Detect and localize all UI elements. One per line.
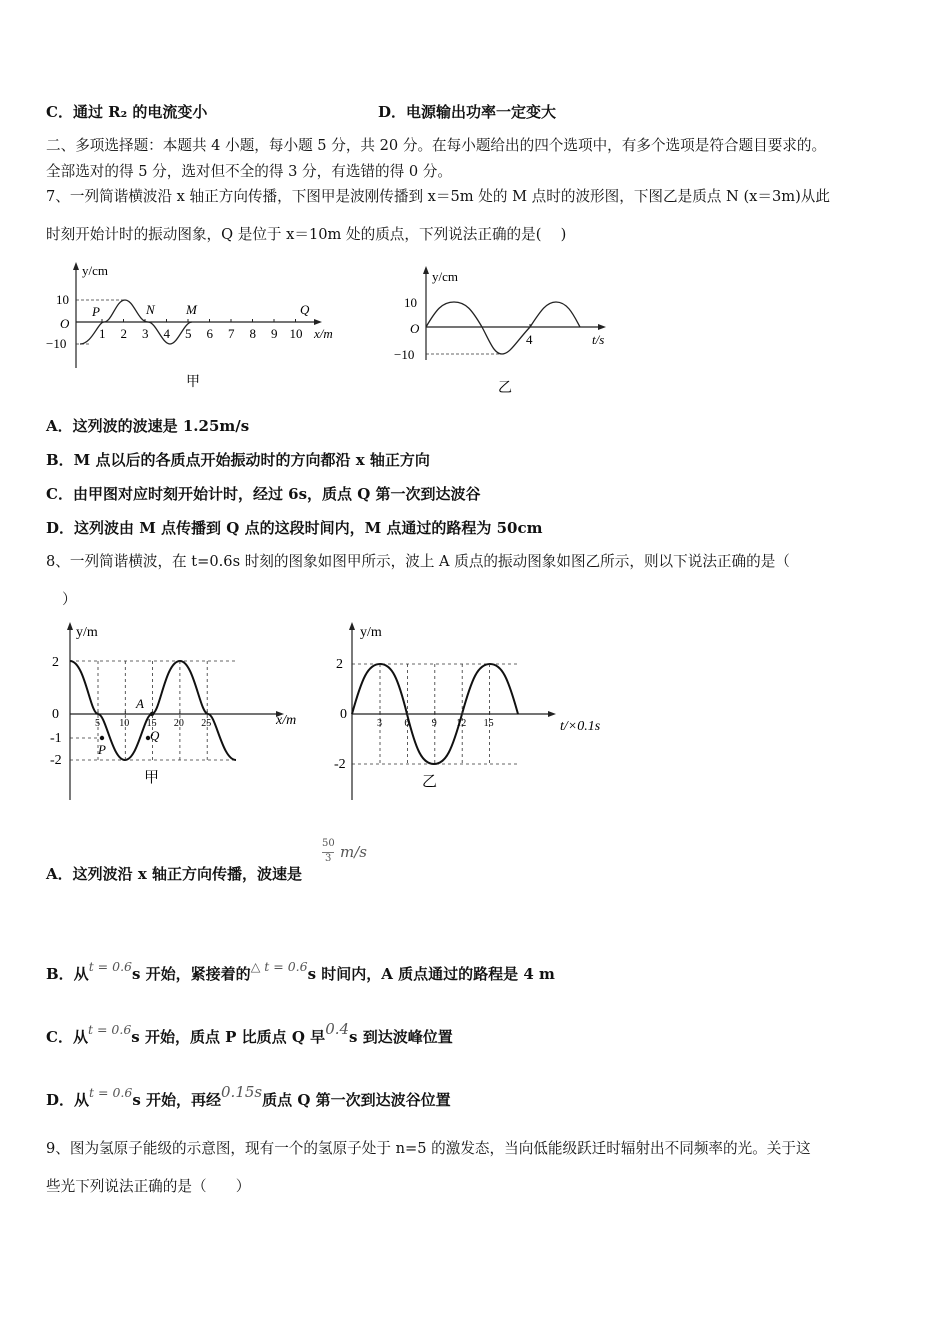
section-header-line1: 二、多项选择题：本题共 4 小题，每小题 5 分，共 20 分。在每小题给出的四个选项中，有多个选项是符合题目要求的。 [46,137,827,154]
x-tick-label: 15 [483,718,494,729]
point-label-n: N [146,302,155,317]
y-tick-label: −10 [46,336,67,351]
y-tick-label: -2 [50,753,62,768]
point-label-p: P [92,304,100,319]
y-tick-label: -2 [334,757,346,772]
y-tick-label: 2 [52,655,59,670]
figure-caption: 甲 [186,375,200,390]
q6-option-d: D．电源输出功率一定变大 [378,103,557,121]
q8-option-a-text: A．这列波沿 x 轴正方向传播，波速是 [46,865,303,883]
x-tick-label: 9 [271,326,278,341]
section-header-line2: 全部选对的得 5 分，选对但不全的得 3 分，有选错的得 0 分。 [46,163,452,180]
vibration-curve [426,302,580,354]
x-axis-label: x/m [314,326,333,341]
point-label-q: Q [300,302,310,317]
point-p-dot [100,736,104,740]
figure-caption: 甲 [144,770,160,786]
point-label-q: Q [150,728,160,743]
y-tick-label: -1 [50,731,62,746]
q7-option-c: C．由甲图对应时刻开始计时，经过 6s，质点 Q 第一次到达波谷 [46,485,481,503]
y-tick-label: 2 [336,657,343,672]
formula-t: t = 0.6 [88,959,133,974]
formula-delta-t: △ t = 0.6 [250,959,308,974]
q9-stem-line2: 些光下列说法正确的是（ ） [46,1178,251,1195]
x-tick-label: 6 [404,718,410,729]
origin-label: O [410,321,420,336]
x-tick-label: 2 [120,326,127,341]
origin-label: O [60,316,70,331]
q7-option-a: A．这列波的波速是 1.25m/s [46,417,250,435]
q8-option-c: C．从$^{t = 0.6}$s 开始，质点 P 比质点 Q 早0.4s 到达波峰位置 [46,1020,453,1046]
x-tick-label: 1 [99,326,106,341]
x-tick-label: 7 [228,326,235,341]
formula-denominator: 3 [325,853,332,864]
x-axis-label: x/m [276,713,297,728]
x-tick-label: 9 [431,718,437,729]
formula-numerator: 50 [322,838,335,849]
x-tick-label: 20 [173,718,184,729]
y-tick-label: 10 [56,292,69,307]
formula-time: 0.15s [221,1083,263,1101]
q7-stem-line2: 时刻开始计时的振动图象，Q 是位于 x＝10m 处的质点，下列说法正确的是( ) [46,226,567,243]
q7-figure-yi [390,264,620,400]
x-tick-label: 3 [377,718,382,729]
origin-label: 0 [340,707,347,722]
x-tick-label: 5 [95,718,100,729]
q7-option-b: B．M 点以后的各质点开始振动时的方向都沿 x 轴正方向 [46,451,430,469]
y-axis-label: y/m [360,625,382,640]
y-axis-label: y/m [76,625,98,640]
q7-option-d: D．这列波由 M 点传播到 Q 点的这段时间内，M 点通过的路程为 50cm [46,519,543,537]
x-tick-label: 4 [163,326,170,341]
x-tick-label: 15 [146,718,157,729]
q8-option-b: B．从$^{t = 0.6}$s 开始，紧接着的$^{\triangle t = 0.6}$s 时间内，A 质点通过的路程是 4 m [46,959,555,983]
formula-time: 0.4 [325,1020,350,1038]
q9-stem-line1: 9、图为氢原子能级的示意图，现有一个的氢原子处于 n=5 的激发态，当向低能级跃迁时辐射出不同频率的光。关于这 [46,1140,811,1157]
y-tick-label: 10 [404,295,417,310]
x-tick-label: 3 [142,326,149,341]
figure-caption: 乙 [422,774,438,790]
q8-stem-line1: 8、一列简谐横波，在 t=0.6s 时刻的图象如图甲所示，波上 A 质点的振动图象如图乙所示，则以下说法正确的是（ [46,553,790,570]
y-tick-label: −10 [394,347,415,362]
t-axis-label: t/×0.1s [560,719,601,734]
origin-label: 0 [52,707,59,722]
point-label-a: A [136,696,144,711]
t-tick-label: 4 [526,332,533,347]
q7-figure-jia [40,258,360,398]
q8-stem-line2: ） [62,591,77,608]
x-tick-label: 8 [249,326,256,341]
figure-caption: 乙 [498,381,512,396]
q8-option-d: D．从$^{t = 0.6}$s 开始，再经0.15s质点 Q 第一次到达波谷位置 [46,1083,451,1109]
q7-stem-line1: 7、一列简谐横波沿 x 轴正方向传播，下图甲是波刚传播到 x＝5m 处的 M 点时的波形图，下图乙是质点 N (x＝3m)从此 [46,188,830,205]
y-axis-label: y/cm [82,263,108,278]
q8-figure-jia [40,618,320,808]
x-tick-label: 6 [206,326,213,341]
point-label-p: P [98,742,106,757]
point-label-m: M [186,302,197,317]
q8-figure-yi [326,618,626,808]
y-axis-label: y/cm [432,269,458,284]
point-a-dot [150,712,154,716]
x-tick-label: 25 [201,718,212,729]
q8-option-a [46,864,302,884]
q6-option-c: C．通过 R₂ 的电流变小 [46,103,208,121]
formula-t: t = 0.6 [87,1022,132,1037]
t-axis-label: t/s [592,332,605,347]
x-tick-label: 10 [119,718,130,729]
x-tick-label: 10 [289,326,303,341]
x-tick-label: 5 [185,326,192,341]
x-tick-label: 12 [456,718,467,729]
q8-option-a-formula [322,838,378,874]
formula-unit: m/s [340,843,367,861]
formula-t: t = 0.6 [89,1085,133,1100]
